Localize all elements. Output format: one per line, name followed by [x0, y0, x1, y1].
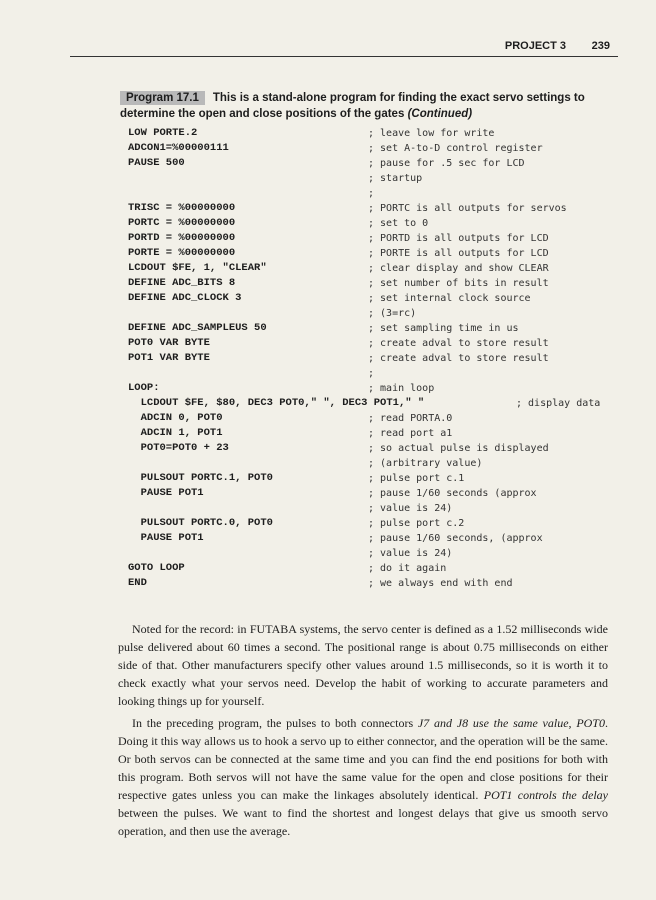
code-line — [128, 246, 628, 261]
code-statement: PORTE = %00000000 — [128, 247, 236, 259]
code-line — [128, 126, 628, 141]
code-comment: ; set internal clock source — [368, 293, 531, 304]
italic-run: POT1 controls the delay — [483, 788, 608, 802]
code-statement: POT1 VAR BYTE — [128, 352, 210, 364]
code-line — [128, 546, 628, 561]
code-statement: LCDOUT $FE, 1, "CLEAR" — [128, 262, 267, 274]
code-statement: ADCON1=%00000111 — [128, 142, 229, 154]
code-line — [128, 411, 628, 426]
code-line — [128, 216, 628, 231]
code-comment: ; set A-to-D control register — [368, 143, 543, 154]
code-line — [128, 306, 628, 321]
code-line — [128, 231, 628, 246]
code-statement: POT0=POT0 + 23 — [128, 442, 229, 454]
code-line — [128, 486, 628, 501]
code-comment: ; pulse port c.1 — [368, 473, 465, 484]
code-line — [128, 501, 628, 516]
code-statement: DEFINE ADC_BITS 8 — [128, 277, 236, 289]
code-line — [128, 321, 628, 336]
code-comment: ; read port a1 — [368, 428, 453, 439]
code-line — [128, 336, 628, 351]
code-comment: ; leave low for write — [368, 128, 495, 139]
text-run: . Doing it this way allows us to hook a servo up to either connector, and the operation will be the same. Or both servos can be connected at the same time and you can find the end positions for both with this program. Both servos will not have the same value for the open and close positions for their respective gates unless you can make the linkages absolutely identical. — [118, 716, 608, 802]
code-statement: PULSOUT PORTC.1, POT0 — [128, 472, 273, 484]
code-statement: ADCIN 0, POT0 — [128, 412, 223, 424]
code-statement: LCDOUT $FE, $80, DEC3 POT0," ", DEC3 POT1," " — [128, 397, 425, 409]
code-line — [128, 456, 628, 471]
code-comment: ; set to 0 — [368, 218, 429, 229]
italic-run: J7 and J8 use the same value, POT0 — [417, 716, 605, 730]
code-comment: ; pulse port c.2 — [368, 518, 465, 529]
code-statement: PAUSE POT1 — [128, 487, 204, 499]
code-statement: PORTC = %00000000 — [128, 217, 236, 229]
code-statement: LOOP: — [128, 382, 160, 394]
code-line — [128, 366, 628, 381]
code-comment: ; read PORTA.0 — [368, 413, 453, 424]
code-comment: ; do it again — [368, 563, 447, 574]
caption-text: This is a stand-alone program for finding the exact servo settings to determine the open and close positions of the gates — [120, 92, 585, 120]
code-comment: ; pause for .5 sec for LCD — [368, 158, 525, 169]
code-comment: ; create adval to store result — [368, 353, 549, 364]
code-comment: ; — [368, 368, 375, 379]
program-caption — [120, 90, 590, 122]
code-line — [128, 201, 628, 216]
code-statement: LOW PORTE.2 — [128, 127, 198, 139]
code-comment: ; so actual pulse is displayed — [368, 443, 549, 454]
code-line — [128, 561, 628, 576]
program-listing — [128, 126, 628, 591]
code-line — [128, 441, 628, 456]
code-comment: ; value is 24) — [368, 503, 453, 514]
code-comment: ; main loop — [368, 383, 435, 394]
code-line — [128, 276, 628, 291]
code-line — [128, 186, 628, 201]
code-line — [128, 426, 628, 441]
code-statement: END — [128, 577, 147, 589]
code-statement: DEFINE ADC_SAMPLEUS 50 — [128, 322, 267, 334]
code-comment: ; value is 24) — [368, 548, 453, 559]
code-comment: ; we always end with end — [368, 578, 513, 589]
code-comment: ; startup — [368, 173, 423, 184]
code-line — [128, 471, 628, 486]
header-project-label: PROJECT 3 — [504, 40, 566, 52]
code-line — [128, 171, 628, 186]
code-statement: GOTO LOOP — [128, 562, 185, 574]
code-comment: ; — [368, 188, 375, 199]
code-line — [128, 141, 628, 156]
code-comment: ; pause 1/60 seconds (approx — [368, 488, 537, 499]
code-line — [128, 291, 628, 306]
code-comment: ; pause 1/60 seconds, (approx — [368, 533, 543, 544]
code-line — [128, 156, 628, 171]
code-line — [128, 576, 628, 591]
program-label: Program 17.1 — [120, 91, 205, 105]
code-comment: ; PORTC is all outputs for servos — [368, 203, 567, 214]
running-header — [70, 38, 618, 57]
code-statement: ADCIN 1, POT1 — [128, 427, 223, 439]
page-number: 239 — [591, 40, 610, 52]
code-line — [128, 531, 628, 546]
body-text — [118, 620, 608, 844]
code-comment: ; create adval to store result — [368, 338, 549, 349]
code-line — [128, 396, 628, 411]
code-statement: POT0 VAR BYTE — [128, 337, 210, 349]
code-statement: PULSOUT PORTC.0, POT0 — [128, 517, 273, 529]
code-statement: PORTD = %00000000 — [128, 232, 236, 244]
code-comment: ; set sampling time in us — [368, 323, 519, 334]
code-comment: ; (arbitrary value) — [368, 458, 483, 469]
code-comment: ; display data — [516, 398, 601, 409]
code-comment: ; PORTD is all outputs for LCD — [368, 233, 549, 244]
code-line — [128, 381, 628, 396]
text-run: In the preceding program, the pulses to both connectors — [132, 716, 418, 730]
code-comment: ; (3=rc) — [368, 308, 417, 319]
code-statement: PAUSE 500 — [128, 157, 185, 169]
paragraph: Noted for the record: in FUTABA systems, the servo center is defined as a 1.52 milliseconds wide pulse delivered about 60 times a second. The positional range is about 0.75 milliseconds on either side of that. Other manufacturers specify other values around 1.5 milliseconds, so it is worth it to check exactly what your servos need. Develop the habit of working to accurate parameters and looking things up for yourself. — [118, 622, 608, 708]
code-line — [128, 261, 628, 276]
code-statement: TRISC = %00000000 — [128, 202, 236, 214]
code-line — [128, 516, 628, 531]
code-comment: ; PORTE is all outputs for LCD — [368, 248, 549, 259]
code-statement: PAUSE POT1 — [128, 532, 204, 544]
code-comment: ; clear display and show CLEAR — [368, 263, 549, 274]
code-line — [128, 351, 628, 366]
text-run: between the pulses. We want to find the shortest and longest delays that give us smooth servo operation, and then use the average. — [118, 806, 608, 838]
caption-continued: (Continued) — [407, 108, 473, 120]
code-statement: DEFINE ADC_CLOCK 3 — [128, 292, 242, 304]
code-comment: ; set number of bits in result — [368, 278, 549, 289]
paragraph — [118, 714, 608, 840]
